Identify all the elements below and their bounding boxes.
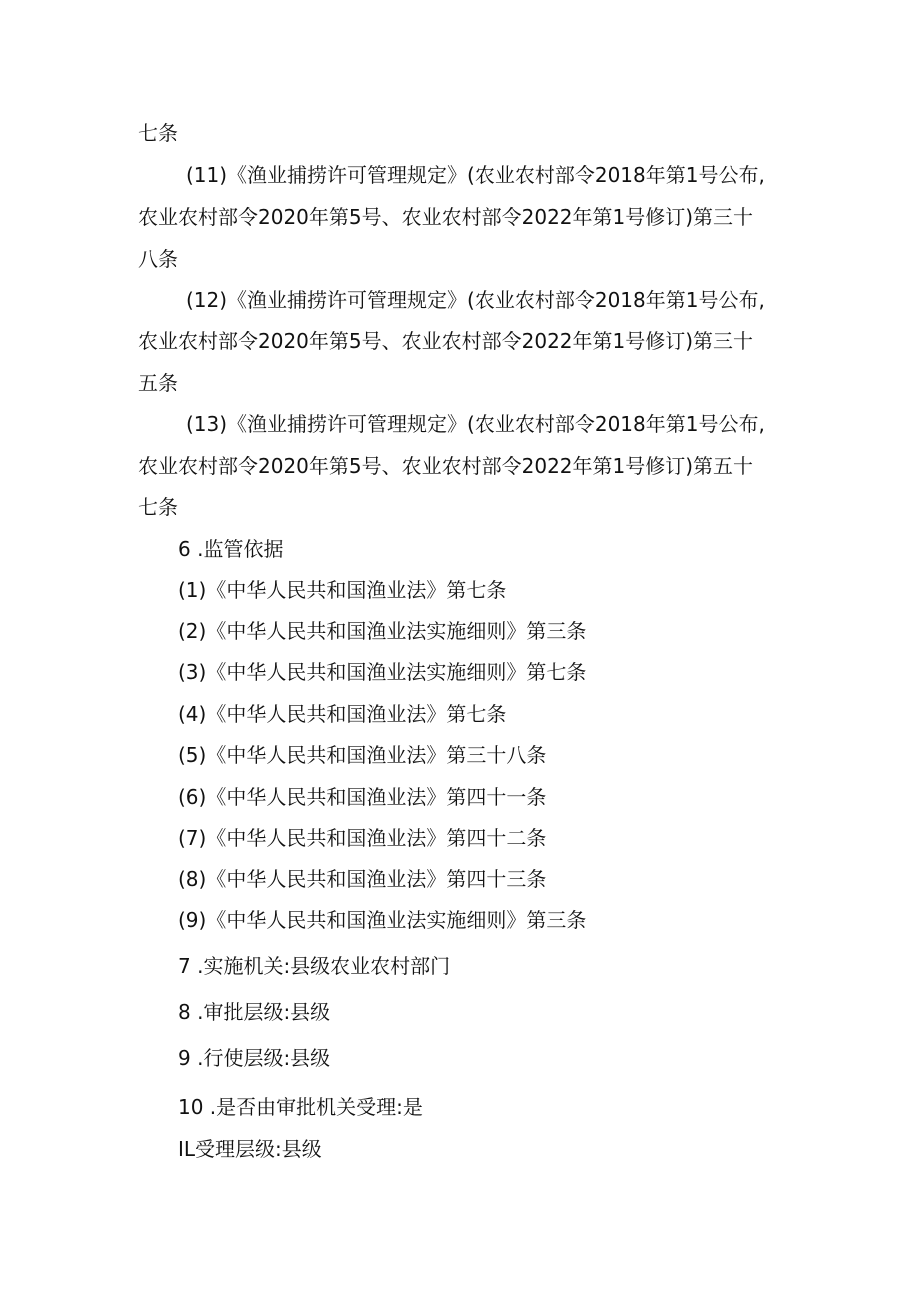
list-item: (2)《中华人民共和国渔业法实施细则》第三条 — [178, 619, 587, 643]
list-item: (7)《中华人民共和国渔业法》第四十二条 — [178, 826, 547, 850]
text-line: 农业农村部令2020年第5号、农业农村部令2022年第1号修订)第三十 — [138, 329, 754, 353]
section-heading: 10 .是否由审批机关受理:是 — [178, 1095, 423, 1119]
list-item: (4)《中华人民共和国渔业法》第七条 — [178, 702, 507, 726]
text-line: (12)《渔业捕捞许可管理规定》(农业农村部令2018年第1号公布, — [186, 288, 765, 312]
text-line: 七条 — [138, 495, 178, 519]
text-line: 八条 — [138, 247, 178, 271]
text-line: 七条 — [138, 121, 178, 145]
section-heading: IL受理层级:县级 — [178, 1137, 322, 1161]
list-item: (5)《中华人民共和国渔业法》第三十八条 — [178, 743, 547, 767]
section-heading: 7 .实施机关:县级农业农村部门 — [178, 954, 451, 978]
list-item: (1)《中华人民共和国渔业法》第七条 — [178, 578, 507, 602]
text-line: 农业农村部令2020年第5号、农业农村部令2022年第1号修订)第三十 — [138, 205, 754, 229]
text-line: (13)《渔业捕捞许可管理规定》(农业农村部令2018年第1号公布, — [186, 412, 765, 436]
text-line: (11)《渔业捕捞许可管理规定》(农业农村部令2018年第1号公布, — [186, 163, 765, 187]
list-item: (8)《中华人民共和国渔业法》第四十三条 — [178, 867, 547, 891]
list-item: (3)《中华人民共和国渔业法实施细则》第七条 — [178, 660, 587, 684]
section-heading: 6 .监管依据 — [178, 537, 284, 561]
section-heading: 9 .行使层级:县级 — [178, 1046, 331, 1070]
section-heading: 8 .审批层级:县级 — [178, 1000, 331, 1024]
text-line: 五条 — [138, 371, 178, 395]
list-item: (6)《中华人民共和国渔业法》第四十一条 — [178, 785, 547, 809]
text-line: 农业农村部令2020年第5号、农业农村部令2022年第1号修订)第五十 — [138, 454, 754, 478]
list-item: (9)《中华人民共和国渔业法实施细则》第三条 — [178, 908, 587, 932]
